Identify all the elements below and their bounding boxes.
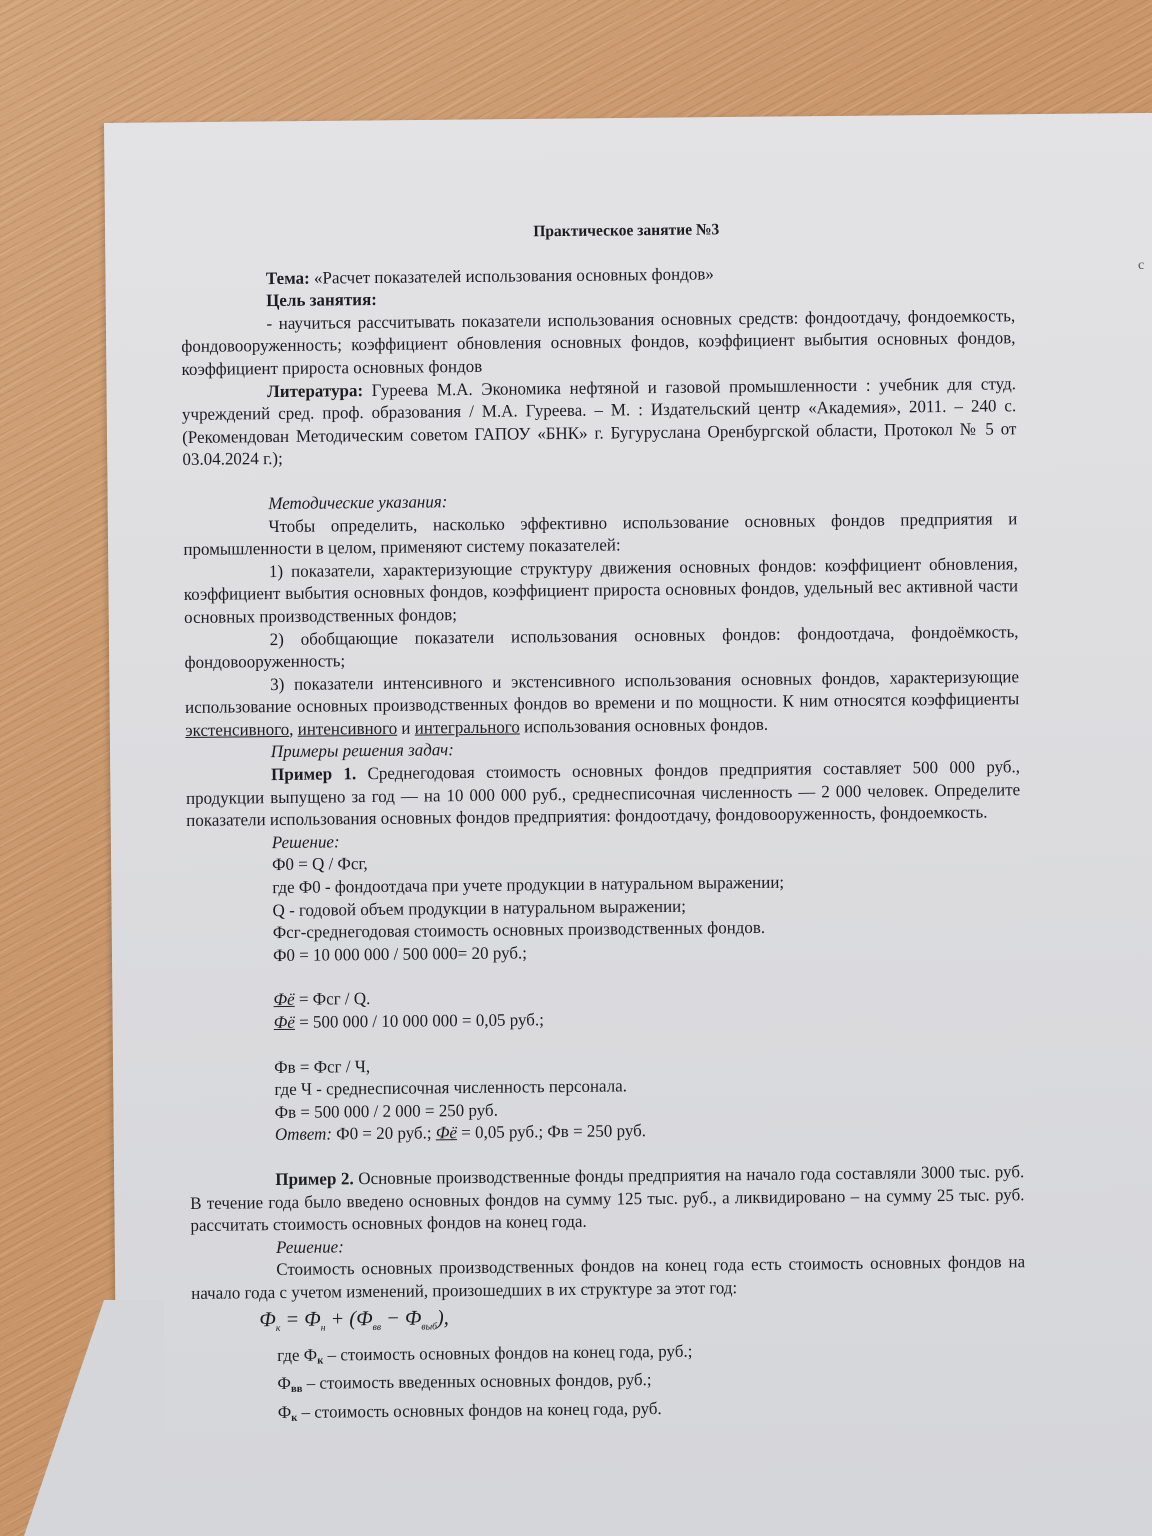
guidelines-item-3 bbox=[185, 665, 1020, 742]
formula-line: Фсг-среднегодовая стоимость основных производственных фондов. bbox=[272, 917, 766, 943]
example-1-label: Пример 1. bbox=[271, 763, 357, 785]
example-2-text: Основные производственные фонды предприятия на начало года составляли 3000 тыс. руб. В течение года было введено основных фондов на сумму 125 тыс. руб., а ликвидировано – на сумму 25 тыс. руб. рассчитать стоимость основных фондов на конец года. bbox=[190, 1161, 1025, 1236]
guidelines-heading: Методические указания: bbox=[268, 491, 448, 514]
separator: , bbox=[289, 718, 298, 739]
example-1-text: Среднегодовая стоимость основных фондов предприятия составляет 500 000 руб., продукции выпущено за год — на 10 000 000 руб., среднесписочная численность — 2 000 человек. Определите показатели использования основных фондов предприятия: фондоотдачу, фондовооруженность, фондоемкость. bbox=[185, 756, 1021, 831]
answer-part-2: = 0,05 руб.; Фв = 250 руб. bbox=[456, 1120, 647, 1143]
subscript-k: к bbox=[275, 1322, 281, 1334]
def-prefix: Ф bbox=[277, 1373, 292, 1394]
coefficients-suffix: использования основных фондов. bbox=[519, 713, 769, 737]
literature-label: Литература: bbox=[266, 379, 364, 401]
fv-calc-line: Фв = 500 000 / 2 000 = 250 руб. bbox=[274, 1099, 498, 1122]
def-text: – стоимость основных фондов на конец года, руб. bbox=[297, 1397, 662, 1422]
link-intensive[interactable]: интенсивного bbox=[297, 717, 398, 739]
document-body bbox=[180, 216, 1027, 1430]
minus-sign: − bbox=[380, 1305, 406, 1330]
def-prefix: где Ф bbox=[277, 1344, 318, 1365]
example-1-statement bbox=[186, 755, 1021, 832]
fv-definition-line: где Ч - среднесписочная численность персонала. bbox=[274, 1075, 628, 1100]
separator: и bbox=[397, 717, 415, 738]
stray-mark: с bbox=[1138, 258, 1145, 273]
document-title: Практическое занятие №3 bbox=[533, 221, 720, 241]
topic-text: «Расчет показателей использования основных фондов» bbox=[309, 263, 714, 288]
phi-symbol: Ф bbox=[259, 1306, 276, 1331]
topic-label: Тема: bbox=[265, 267, 310, 288]
fv-formula-line: Фв = Фсг / Ч, bbox=[274, 1055, 371, 1077]
formula-line: Q - годовой объем продукции в натуральном выражении; bbox=[272, 895, 687, 920]
link-integral[interactable]: интегрального bbox=[414, 716, 520, 738]
fe-symbol: Фё bbox=[273, 989, 295, 1010]
example-1-solution-label: Решение: bbox=[271, 831, 340, 852]
fe-formula-rest: = Фсг / Q. bbox=[294, 988, 371, 1010]
literature-paragraph bbox=[182, 372, 1017, 471]
guidelines-intro: Чтобы определить, насколько эффективно использование основных фондов предприятия и промышленности в целом, применяют систему показателей: bbox=[183, 507, 1018, 560]
paper-sheet-corner bbox=[24, 1300, 164, 1536]
example-2-solution-label: Решение: bbox=[275, 1236, 344, 1257]
guidelines-item-3-text: 3) показатели интенсивного и экстенсивного использования основных фондов, характеризующие использование основных производственных фондов во времени и по мощности. bbox=[184, 665, 1020, 718]
goal-label: Цель занятия: bbox=[266, 289, 377, 311]
def-subscript: к bbox=[317, 1354, 324, 1367]
close-paren: ), bbox=[436, 1304, 449, 1329]
fe-symbol: Фё bbox=[435, 1122, 458, 1143]
answer-label: Ответ: bbox=[274, 1123, 333, 1145]
def-prefix: Ф bbox=[277, 1401, 292, 1422]
formula-line: Ф0 = 10 000 000 / 500 000= 20 руб.; bbox=[272, 942, 527, 965]
link-extensive[interactable]: экстенсивного bbox=[185, 718, 290, 740]
literature-text: Гуреева М.А. Экономика нефтяной и газовой промышленности : учебник для студ. учреждений сред. проф. образования / М.А. Гуреева. – М. : Издательский центр «Академия», 2011. – 240 с. (Рекомендован Методическим советом ГАПОУ «БНК» г. Бугуруслана Оренбургской области, Протокол № 5 от 03.04.2024 г.); bbox=[181, 372, 1017, 470]
goal-text: - научиться рассчитывать показатели использования основных средств: фондоотдачу, фондоемкость, фондовооруженность; коэффициент обновления основных фондов, коэффициент выбытия основных фондов, коэффициент прироста основных фондов bbox=[181, 305, 1016, 379]
fe-symbol: Фё bbox=[273, 1011, 296, 1033]
examples-heading: Примеры решения задач: bbox=[270, 739, 454, 762]
formula-line: Ф0 = Q / Фсг, bbox=[271, 853, 368, 875]
answer-part-1: Ф0 = 20 руб.; bbox=[331, 1122, 436, 1144]
example-2-solution-text: Стоимость основных производственных фондов на конец года есть стоимость основных фондов на начало года с учетом изменений, произошедших в их структуре за этот год: bbox=[191, 1251, 1026, 1303]
phi-symbol: Ф bbox=[404, 1305, 422, 1330]
phi-symbol: Ф bbox=[356, 1305, 373, 1330]
def-text: – стоимость введенных основных фондов, руб.; bbox=[302, 1369, 652, 1393]
guidelines-item-2: 2) обобщающие показатели использования основных фондов: фондоотдача, фондоёмкость, фондовооруженность; bbox=[184, 620, 1019, 673]
def-subscript: к bbox=[291, 1411, 298, 1424]
subscript-n: н bbox=[320, 1322, 326, 1334]
example-2-statement bbox=[190, 1160, 1025, 1237]
subscript-vv: вв bbox=[372, 1321, 382, 1333]
guidelines-item-1: 1) показатели, характеризующие структуру движения основных фондов: коэффициент обновления, коэффициент выбытия основных фондов, коэффициент прироста основных фондов, удельный вес активной части основных производственных фондов; bbox=[183, 552, 1019, 627]
coefficients-prefix: К ним относятся коэффициенты bbox=[782, 688, 1020, 711]
example-2-label: Пример 2. bbox=[275, 1168, 354, 1190]
plus-open-paren: + ( bbox=[325, 1305, 357, 1331]
phi-symbol: Ф bbox=[304, 1306, 321, 1331]
def-text: – стоимость основных фондов на конец года, руб.; bbox=[323, 1340, 693, 1365]
def-subscript: вв bbox=[290, 1382, 303, 1396]
formula-line: где Ф0 - фондоотдача при учете продукции в натуральном выражении; bbox=[272, 871, 785, 898]
equals-sign: = bbox=[280, 1306, 305, 1331]
subscript-vyb: выб bbox=[421, 1320, 438, 1333]
fe-calc-rest: = 500 000 / 10 000 000 = 0,05 руб.; bbox=[294, 1009, 544, 1032]
